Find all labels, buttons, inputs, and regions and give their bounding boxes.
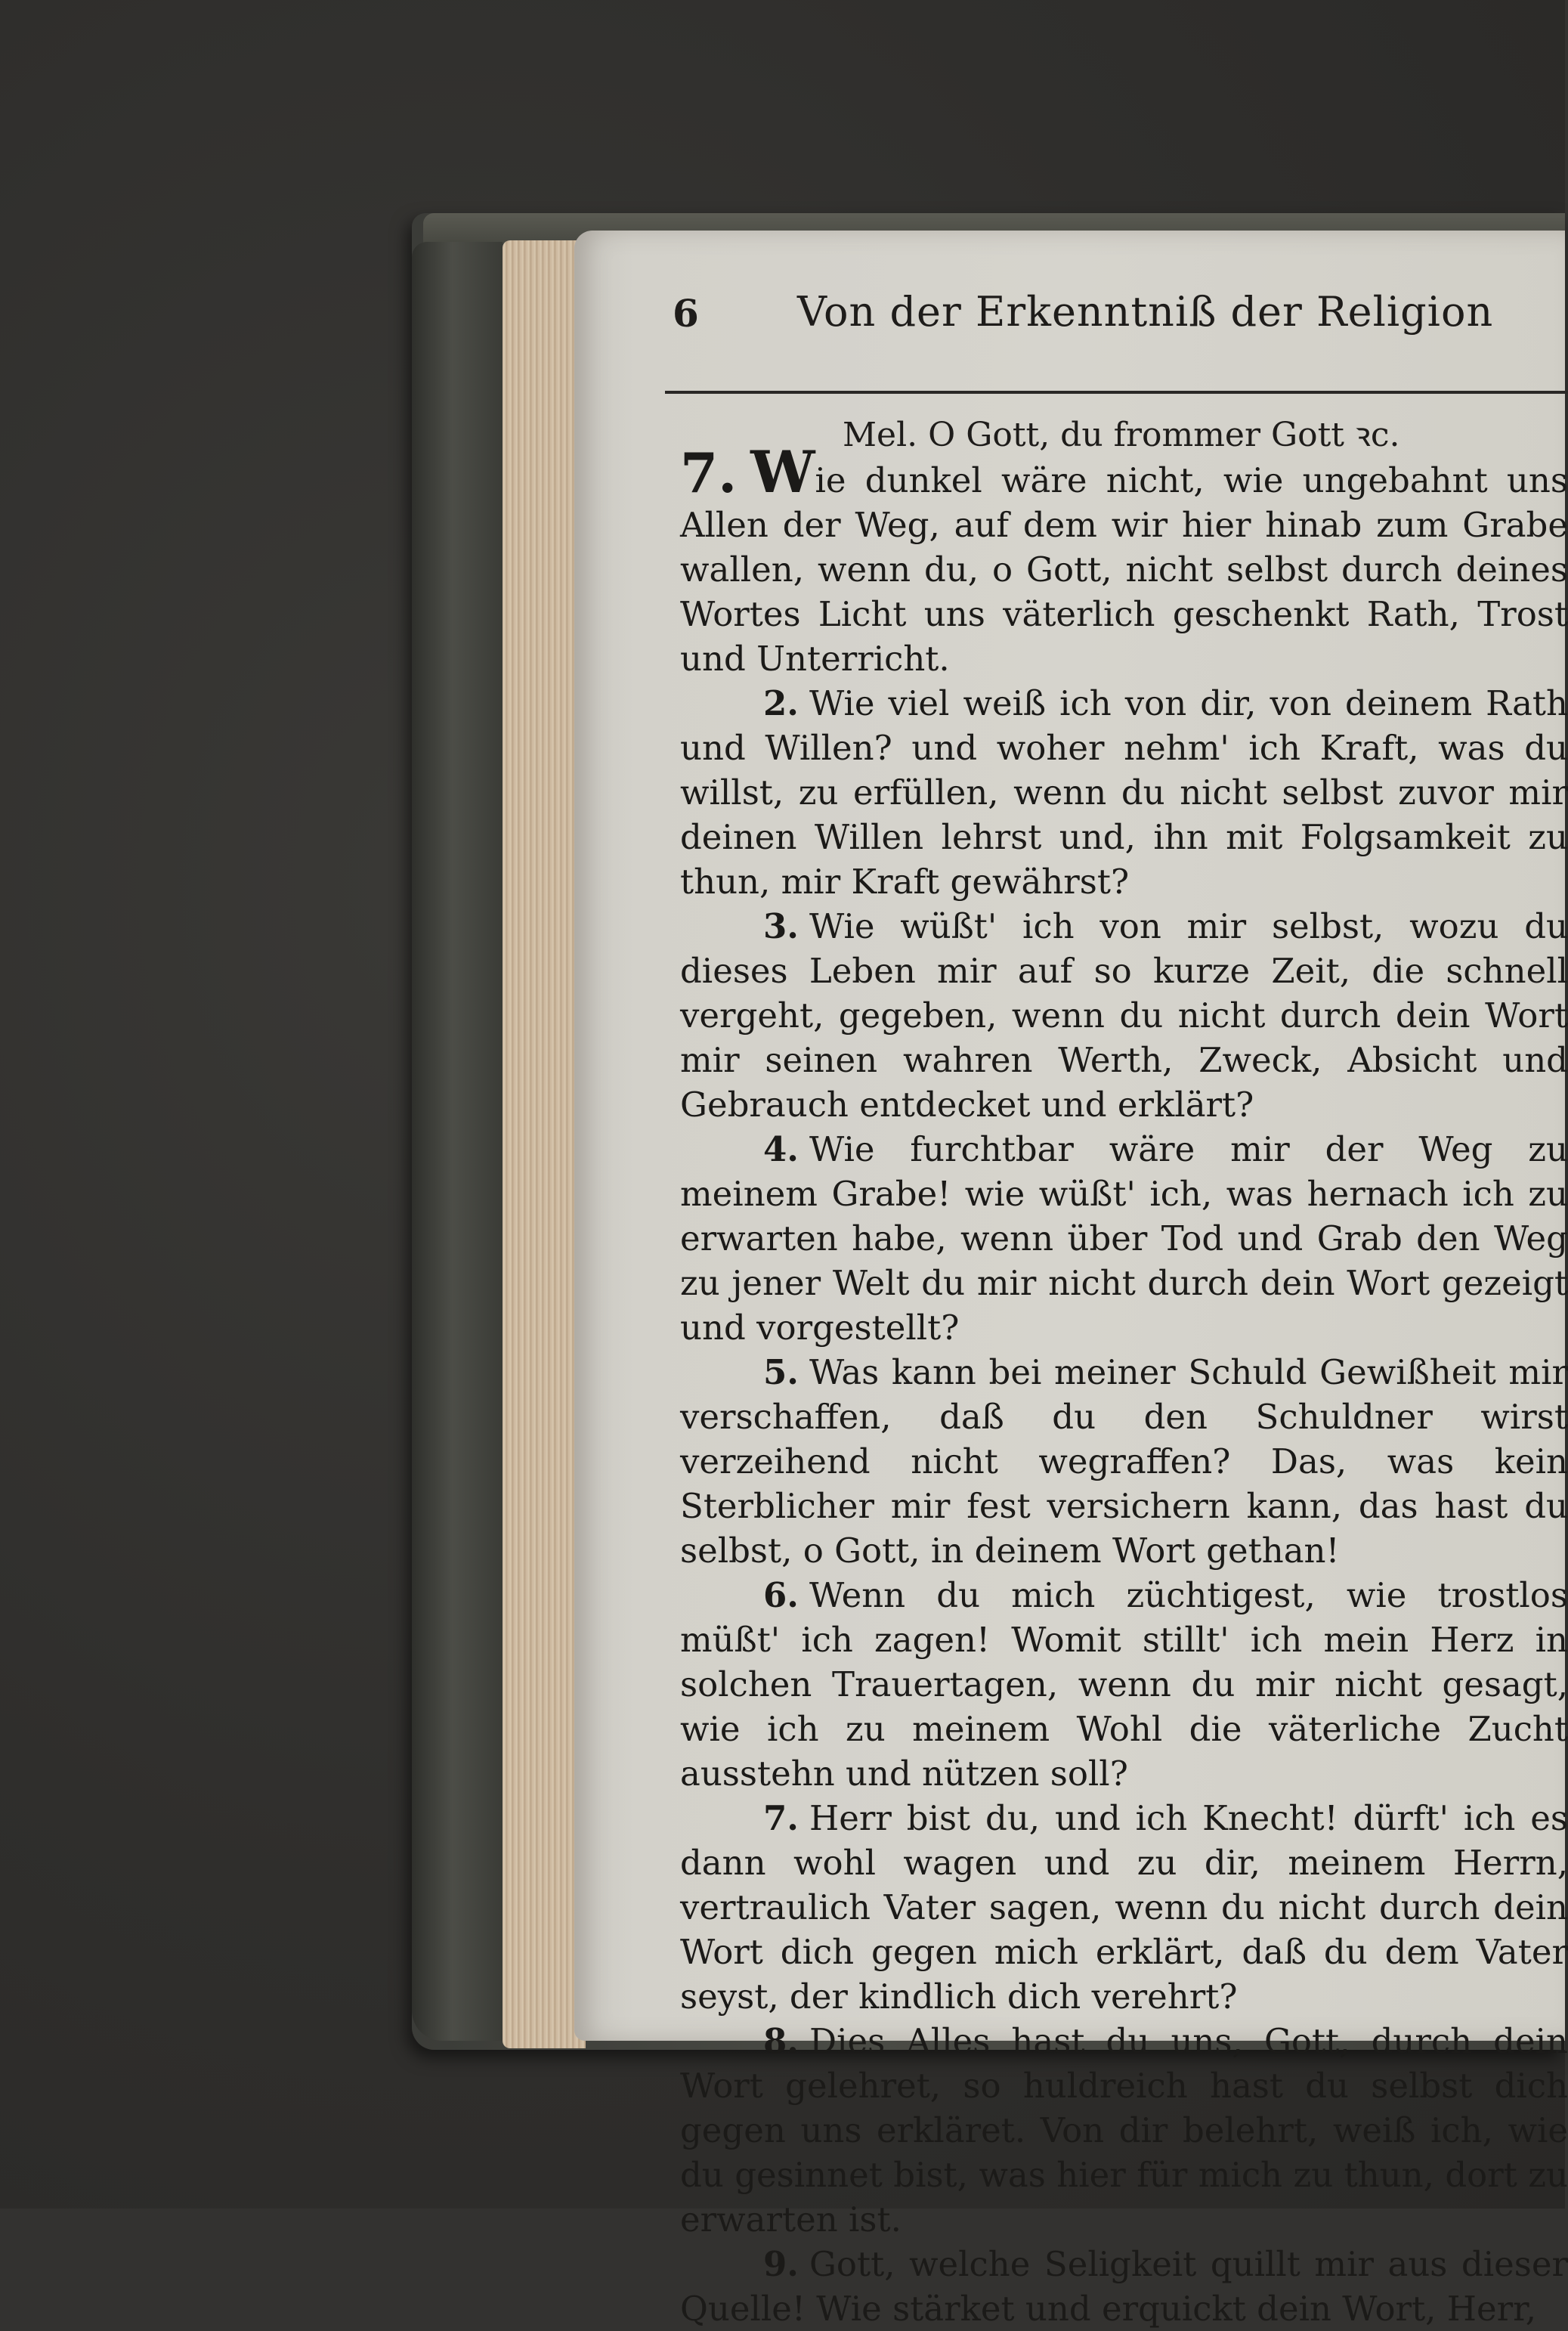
verse-1: [680, 438, 1568, 681]
verse-number: 3.: [763, 906, 799, 946]
running-head: [665, 283, 1568, 344]
melody-note: Mel. O Gott, du frommer Gott ꝛc.: [843, 416, 1400, 454]
verse-text: Wie wüßt' ich von mir selbst, wozu du dieses Leben mir auf so kurze Zeit, die schnell vergeht, gegeben, wenn du nicht durch dein Wort mir seinen wahren Werth, Zweck, Absicht und Gebrauch entdecket und erklärt?: [680, 906, 1568, 1125]
verse-6: [680, 1573, 1568, 1796]
verse-9: [680, 2242, 1568, 2331]
verse-text: Herr bist du, und ich Knecht! dürft' ich es dann wohl wagen und zu dir, meinem Herrn, vertraulich Vater sagen, wenn du nicht durch dein Wort dich gegen mich erklärt, daß du dem Vater seyst, der kindlich dich verehrt?: [680, 1798, 1568, 2017]
verse-text: Dies Alles hast du uns, Gott, durch dein Wort gelehret, so huldreich hast du selbst dich gegen uns erkläret. Von dir belehrt, weiß ich, wie du gesinnet bist, was hier für mich zu thun, dort zu erwarten ist.: [680, 2021, 1568, 2240]
verse-8: [680, 2019, 1568, 2242]
verse-2: [680, 681, 1568, 904]
verse-number: 8.: [763, 2021, 799, 2061]
hymn-text: [680, 438, 1568, 2331]
verse-7: [680, 1796, 1568, 2019]
book-spine: [412, 242, 503, 2041]
verse-number: 7.: [763, 1798, 799, 1838]
verse-text: Wie furchtbar wäre mir der Weg zu meinem Grabe! wie wüßt' ich, was hernach ich zu erwarten habe, wenn über Tod und Grab den Weg zu jener Welt du mir nicht durch dein Wort gezeigt und vorgestellt?: [680, 1129, 1568, 1348]
drop-initial: W: [750, 438, 815, 506]
verse-number: 2.: [763, 683, 799, 723]
verse-text: ie dunkel wäre nicht, wie ungebahnt uns Allen der Weg, auf dem wir hier hinab zum Grabe wallen, wenn du, o Gott, nicht selbst durch deines Wortes Licht uns väterlich geschenkt Rath, Trost und Unterricht.: [680, 460, 1568, 679]
running-head-title: Von der Erkenntniß der Religion: [797, 288, 1494, 336]
verse-4: [680, 1127, 1568, 1350]
verse-number: 9.: [763, 2244, 799, 2284]
verse-number: 4.: [763, 1129, 799, 1169]
hymn-number: 7.: [680, 441, 738, 505]
verse-number: 5.: [763, 1352, 799, 1392]
verse-text: Wie viel weiß ich von dir, von deinem Rath und Willen? und woher nehm' ich Kraft, was du willst, zu erfüllen, wenn du nicht selbst zuvor mir deinen Willen lehrst und, ihn mit Folgsamkeit zu thun, mir Kraft gewährst?: [680, 683, 1568, 902]
page-number: 6: [673, 291, 699, 336]
verse-number: 6.: [763, 1575, 799, 1615]
verse-text: Wenn du mich züchtigest, wie trostlos müßt' ich zagen! Womit stillt' ich mein Herz in solchen Trauertagen, wenn du mir nicht gesagt, wie ich zu meinem Wohl die väterliche Zucht ausstehn und nützen soll?: [680, 1575, 1568, 1794]
page-content: [665, 283, 1568, 2329]
verse-5: [680, 1350, 1568, 1573]
header-rule: [665, 391, 1568, 394]
verse-text: Gott, welche Seligkeit quillt mir aus dieser Quelle! Wie stärket und erquickt dein Wort, Herr,: [680, 2244, 1568, 2329]
book-page: [574, 231, 1568, 2329]
page-edges: [503, 240, 586, 2048]
verse-3: [680, 904, 1568, 1127]
verse-text: Was kann bei meiner Schuld Gewißheit mir verschaffen, daß du den Schuldner wirst verzeihend nicht wegraffen? Das, was kein Sterblicher mir fest versichern kann, das hast du selbst, o Gott, in deinem Wort gethan!: [680, 1352, 1568, 1571]
